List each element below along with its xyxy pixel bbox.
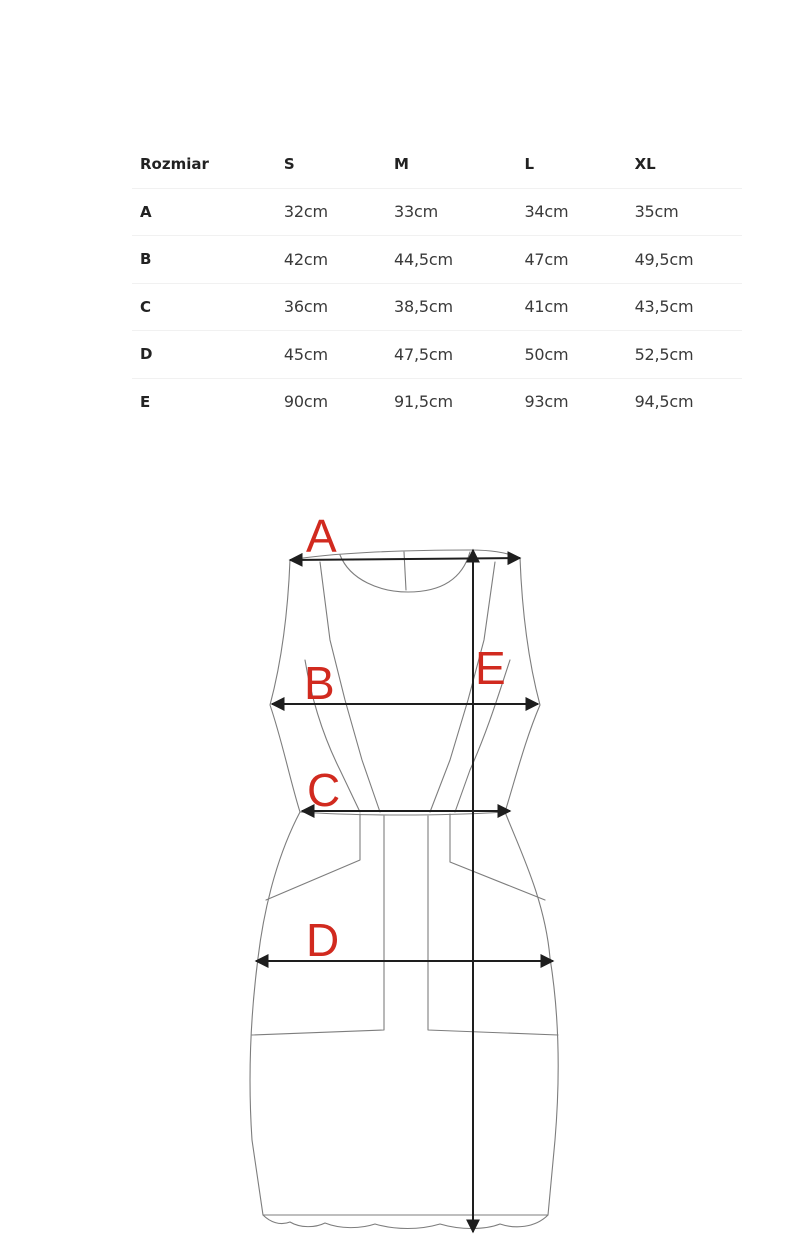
table-cell: 94,5cm: [634, 392, 694, 412]
row-label: B: [132, 236, 276, 284]
right-skirt-panel: [450, 814, 545, 900]
table-cell: 42cm: [276, 236, 386, 284]
table-cell: 33cm: [386, 188, 516, 236]
size-header-s: S: [276, 141, 386, 188]
row-label: A: [132, 188, 276, 236]
measurement-lines: [256, 550, 553, 1232]
table-cell: 47cm: [516, 236, 626, 284]
dress-outline: [250, 550, 558, 1229]
table-cell: 45cm: [276, 331, 386, 379]
table-cell: 49,5cm: [627, 236, 742, 284]
size-header-m: M: [386, 141, 516, 188]
table-cell: 38,5cm: [386, 283, 516, 331]
size-header-label: Rozmiar: [132, 141, 276, 188]
table-cell: 90cm: [283, 392, 328, 412]
label-d: D: [306, 914, 340, 966]
table-cell: 44,5cm: [386, 236, 516, 284]
table-cell: 52,5cm: [627, 331, 742, 379]
label-e: E: [475, 642, 506, 694]
size-header-xl: XL: [627, 141, 742, 188]
row-label: C: [132, 283, 276, 331]
center-seam: [404, 552, 406, 590]
right-front-panel: [428, 816, 558, 1035]
label-b: B: [304, 657, 335, 709]
table-cell: 93cm: [524, 392, 569, 412]
size-header-l: L: [516, 141, 626, 188]
row-label: E: [140, 392, 151, 411]
table-cell: 50cm: [516, 331, 626, 379]
dress-silhouette: [250, 550, 558, 1215]
hem-line: [263, 1215, 548, 1229]
table-cell: 35cm: [627, 188, 742, 236]
table-cell: 36cm: [276, 283, 386, 331]
table-cell: 47,5cm: [386, 331, 516, 379]
table-cell: 91,5cm: [394, 392, 453, 412]
table-cell: 41cm: [516, 283, 626, 331]
table-cell: 34cm: [516, 188, 626, 236]
table-cell: 32cm: [276, 188, 386, 236]
table-cell: 43,5cm: [627, 283, 742, 331]
row-label: D: [132, 331, 276, 379]
label-c: C: [307, 764, 341, 816]
label-a: A: [306, 510, 337, 562]
